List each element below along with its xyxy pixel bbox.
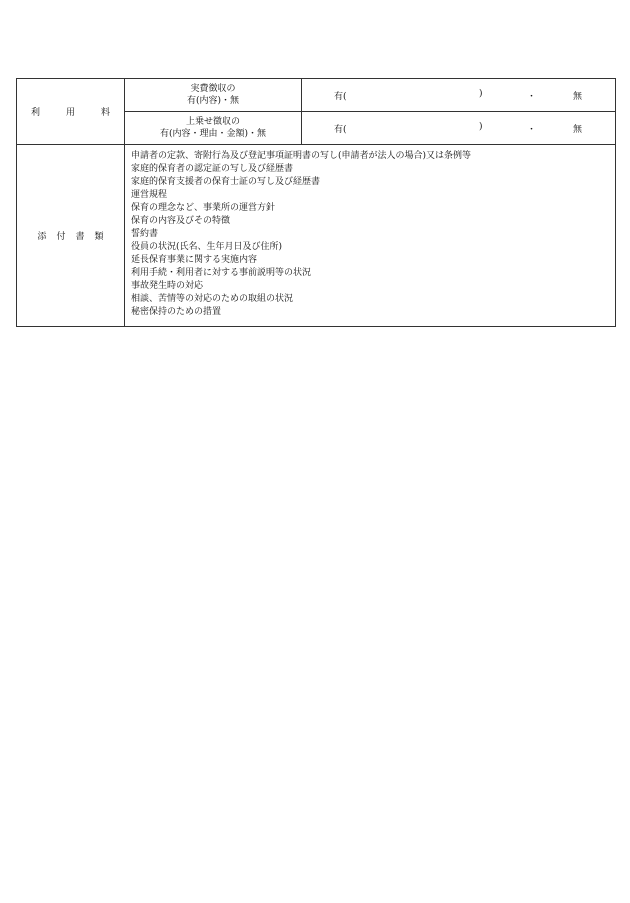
actual-cost-item-cell	[125, 79, 302, 112]
separator-dot: ・	[527, 125, 537, 135]
attachment-item: 利用手続・利用者に対する事前説明等の状況	[131, 268, 312, 278]
attachment-item: 保育の理念など、事業所の運営方針	[131, 203, 276, 213]
fee-label	[18, 105, 123, 118]
attachments-list	[125, 145, 616, 327]
nashi-label: 無	[573, 125, 583, 135]
ari-label: 有(	[334, 92, 347, 102]
attachment-item: 家庭的保育支援者の保育士証の写し及び経歴書	[131, 177, 321, 187]
fee-row-actual-cost	[17, 79, 616, 112]
attachment-item: 申請者の定款、寄附行為及び登記事項証明書の写し(申請者が法人の場合)又は条例等	[131, 151, 472, 161]
attachment-item: 事故発生時の対応	[131, 281, 204, 291]
surcharge-item-line: 上乗せ徴収の	[185, 117, 240, 127]
actual-cost-item-line: 実費徴収の	[190, 84, 236, 94]
fee-label-char: 料	[101, 108, 111, 118]
surcharge-item-line: 有(内容・理由・金額)・無	[159, 129, 267, 139]
fee-label-char: 用	[65, 108, 75, 118]
attachments-label-char: 書	[75, 232, 85, 242]
nashi-label: 無	[573, 92, 583, 102]
separator-dot: ・	[527, 92, 537, 102]
attachment-item: 相談、苦情等の対応のための取組の状況	[131, 294, 294, 304]
fee-label-char: 利	[30, 108, 40, 118]
attachments-label-cell	[17, 145, 125, 327]
attachments-label-char: 付	[56, 232, 66, 242]
attachments-row	[17, 145, 616, 327]
attachment-item: 秘密保持のための措置	[131, 307, 222, 317]
attachment-item: 役員の状況(氏名、生年月日及び住所)	[131, 242, 283, 252]
actual-cost-item-line: 有(内容)・無	[186, 96, 240, 106]
surcharge-item-cell	[125, 112, 302, 145]
attachment-item: 誓約書	[131, 229, 159, 239]
attachments-label-char: 類	[94, 232, 104, 242]
attachments-label-char: 添	[37, 232, 47, 242]
attachments-label	[32, 229, 108, 242]
attachment-item: 保育の内容及びその特徴	[131, 216, 231, 226]
application-form-table	[16, 78, 616, 327]
close-paren: )	[479, 89, 483, 99]
attachment-item: 延長保育事業に関する実施内容	[131, 255, 258, 265]
attachment-item: 家庭的保育者の認定証の写し及び経歴書	[131, 164, 294, 174]
close-paren: )	[479, 122, 483, 132]
attachment-item: 運営規程	[131, 190, 168, 200]
fee-label-cell	[17, 79, 125, 145]
actual-cost-value-cell[interactable]	[302, 79, 616, 112]
ari-label: 有(	[334, 125, 347, 135]
surcharge-value-cell[interactable]	[302, 112, 616, 145]
